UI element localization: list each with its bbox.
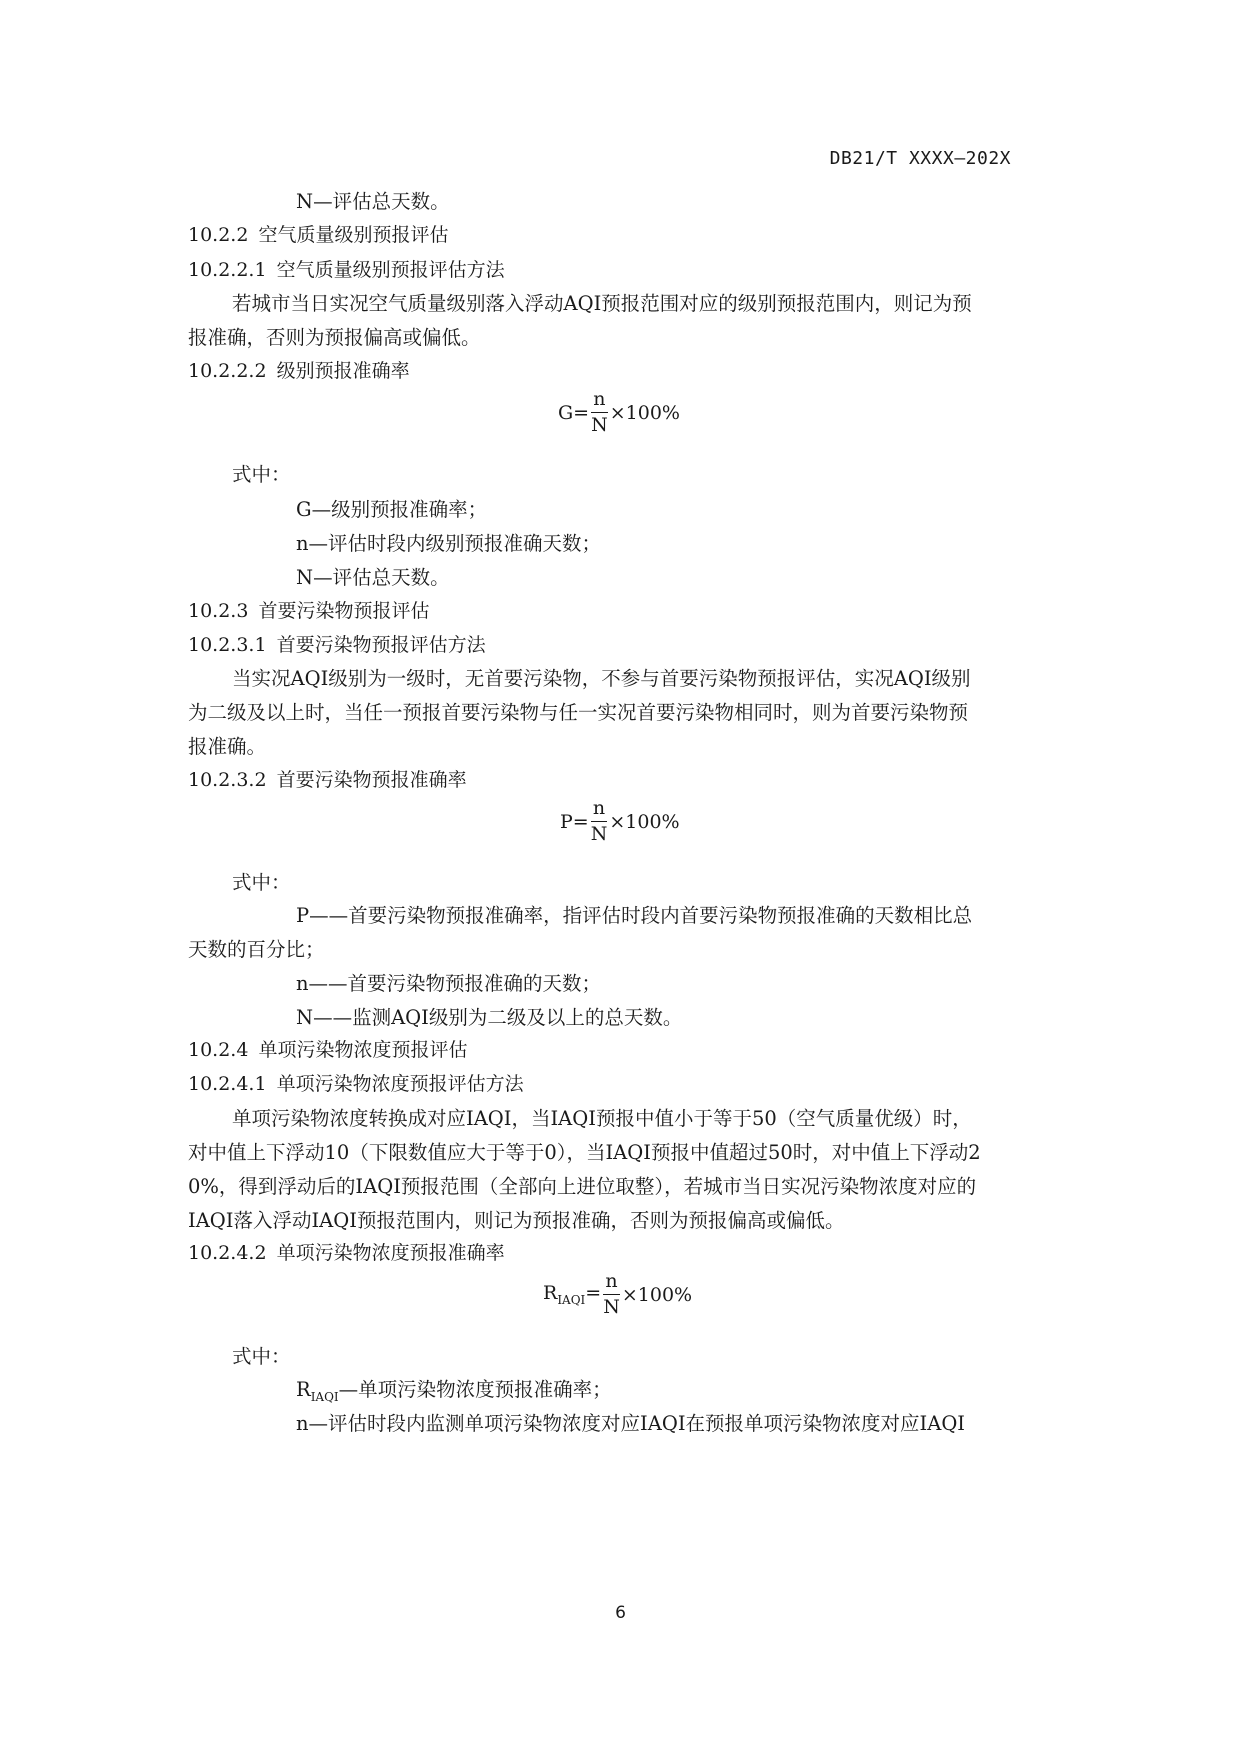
fraction-numerator: n <box>603 1272 619 1295</box>
section-heading-10-2-3-2 <box>188 765 467 792</box>
paragraph-line: 若城市当日实况空气质量级别落入浮动AQI预报范围对应的级别预报范围内，则记为预 <box>232 292 972 315</box>
section-heading-10-2-2 <box>188 220 448 247</box>
definition-P: P——首要污染物预报准确率，指评估时段内首要污染物预报准确的天数相比总 <box>296 904 973 927</box>
formula-r <box>543 1272 692 1317</box>
formula-p <box>560 799 680 844</box>
formula-lhs: P= <box>560 810 589 833</box>
definition-N: N—评估总天数。 <box>296 566 450 589</box>
paragraph-line: 对中值上下浮动10（下限数值应大于等于0），当IAQI预报中值超过50时，对中值上下浮动2 <box>188 1141 981 1164</box>
section-heading-10-2-4-1 <box>188 1069 524 1096</box>
paragraph-line: 单项污染物浓度转换成对应IAQI，当IAQI预报中值小于等于50（空气质量优级）时， <box>232 1107 972 1130</box>
section-title: 空气质量级别预报评估 <box>258 224 449 246</box>
fraction-denominator: N <box>603 1296 620 1318</box>
definition-G: G—级别预报准确率； <box>296 498 488 521</box>
where-label: 式中： <box>232 871 291 894</box>
fraction <box>591 799 608 844</box>
section-heading-10-2-3 <box>188 596 429 623</box>
section-number: 10.2.4.2 <box>188 1242 267 1264</box>
formula-lhs: G= <box>558 401 590 424</box>
paragraph-line: 报准确，否则为预报偏高或偏低。 <box>188 326 481 349</box>
formula-rhs: ×100% <box>621 1283 693 1306</box>
section-number: 10.2.2.1 <box>188 259 267 281</box>
definition-N: N—评估总天数。 <box>296 190 450 213</box>
definition-n: n—评估时段内级别预报准确天数； <box>296 532 602 555</box>
section-title: 首要污染物预报评估 <box>258 600 430 622</box>
section-title: 首要污染物预报准确率 <box>276 769 467 791</box>
section-number: 10.2.2 <box>188 224 249 246</box>
paragraph-line: 天数的百分比； <box>188 938 325 961</box>
section-title: 空气质量级别预报评估方法 <box>276 259 505 281</box>
paragraph-line: 当实况AQI级别为一级时，无首要污染物，不参与首要污染物预报评估，实况AQI级别 <box>232 667 971 690</box>
symbol: R <box>296 1378 311 1401</box>
paragraph-line: 报准确。 <box>188 735 267 758</box>
section-heading-10-2-2-2 <box>188 356 410 383</box>
section-title: 首要污染物预报评估方法 <box>276 634 486 656</box>
section-number: 10.2.2.2 <box>188 360 267 382</box>
section-number: 10.2.3.1 <box>188 634 267 656</box>
definition-n: n—评估时段内监测单项污染物浓度对应IAQI在预报单项污染物浓度对应IAQI <box>296 1412 966 1435</box>
paragraph-line: 为二级及以上时，当任一预报首要污染物与任一实况首要污染物相同时，则为首要污染物预 <box>188 701 969 724</box>
section-title: 单项污染物浓度预报评估 <box>258 1039 468 1061</box>
where-label: 式中： <box>232 1345 291 1368</box>
section-heading-10-2-3-1 <box>188 630 486 657</box>
section-heading-10-2-2-1 <box>188 255 505 282</box>
definition-N: N——监测AQI级别为二级及以上的总天数。 <box>296 1006 683 1029</box>
formula-lhs-symbol: R <box>543 1282 558 1304</box>
section-number: 10.2.3 <box>188 600 249 622</box>
fraction <box>591 390 608 435</box>
definition-R-IAQI <box>296 1374 612 1404</box>
section-title: 单项污染物浓度预报准确率 <box>276 1242 505 1264</box>
formula-g <box>558 390 680 435</box>
formula-rhs: ×100% <box>609 810 680 833</box>
section-number: 10.2.3.2 <box>188 769 267 791</box>
fraction-numerator: n <box>591 799 607 822</box>
fraction-denominator: N <box>591 414 608 436</box>
formula-equals: = <box>585 1282 602 1304</box>
section-number: 10.2.4.1 <box>188 1073 267 1095</box>
section-number: 10.2.4 <box>188 1039 249 1061</box>
section-title: 单项污染物浓度预报评估方法 <box>276 1073 524 1095</box>
where-label: 式中： <box>232 463 291 486</box>
paragraph-line: 0%，得到浮动后的IAQI预报范围（全部向上进位取整），若城市当日实况污染物浓度对应的 <box>188 1175 977 1198</box>
formula-lhs-subscript: IAQI <box>557 1293 586 1307</box>
symbol-subscript: IAQI <box>310 1390 339 1404</box>
fraction <box>603 1272 620 1317</box>
paragraph-line: IAQI落入浮动IAQI预报范围内，则记为预报准确，否则为预报偏高或偏低。 <box>188 1209 845 1232</box>
fraction-denominator: N <box>590 823 608 845</box>
fraction-numerator: n <box>591 390 607 413</box>
page-number: 6 <box>615 1603 626 1623</box>
document-id-header: DB21/T XXXX—202X <box>829 148 1011 169</box>
section-heading-10-2-4-2 <box>188 1238 505 1265</box>
formula-rhs: ×100% <box>609 401 680 424</box>
formula-lhs <box>543 1282 601 1307</box>
definition-text: —单项污染物浓度预报准确率； <box>338 1378 612 1401</box>
definition-n: n——首要污染物预报准确的天数； <box>296 972 602 995</box>
section-heading-10-2-4 <box>188 1035 467 1062</box>
section-title: 级别预报准确率 <box>276 360 410 382</box>
